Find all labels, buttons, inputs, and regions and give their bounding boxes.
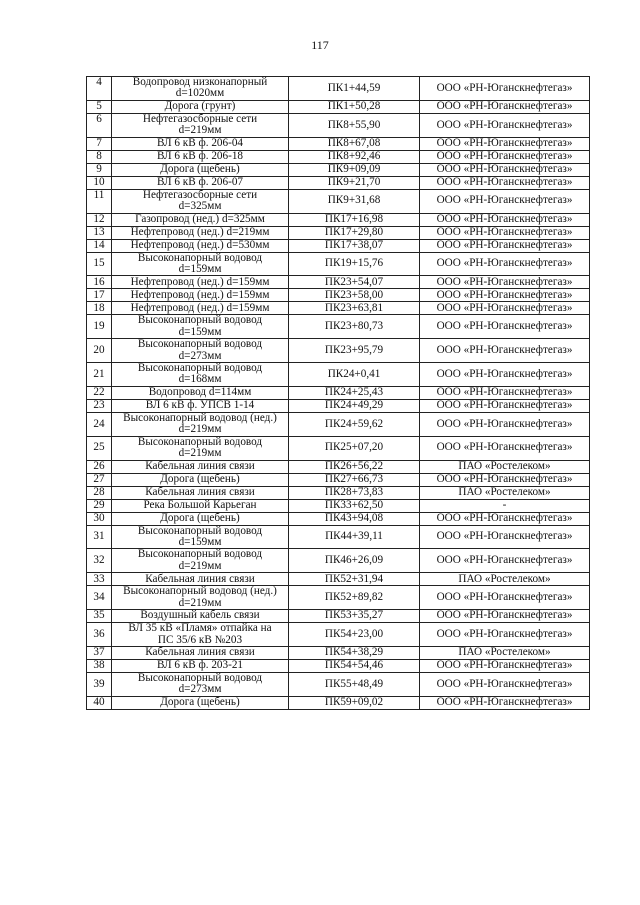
object-name-cell: ВЛ 6 кВ ф. УПСВ 1-14 [112, 399, 289, 412]
picket-cell: ПК23+80,73 [289, 315, 420, 339]
row-number-cell: 29 [87, 499, 112, 512]
object-name-cell: ВЛ 6 кВ ф. 203-21 [112, 659, 289, 672]
owner-cell: ООО «РН-Юганскнефтегаз» [420, 137, 590, 150]
row-number-cell: 17 [87, 289, 112, 302]
row-number-cell: 18 [87, 302, 112, 315]
row-number-cell: 28 [87, 486, 112, 499]
owner-cell: ПАО «Ростелеком» [420, 646, 590, 659]
table-row [87, 696, 590, 709]
table-row [87, 363, 590, 387]
owner-cell: ООО «РН-Юганскнефтегаз» [420, 586, 590, 610]
row-number-cell: 38 [87, 659, 112, 672]
owner-cell: ПАО «Ростелеком» [420, 486, 590, 499]
object-name-cell: Нефтепровод (нед.) d=159мм [112, 276, 289, 289]
row-number-cell: 16 [87, 276, 112, 289]
row-number-cell: 26 [87, 460, 112, 473]
object-name-cell: ВЛ 6 кВ ф. 206-07 [112, 176, 289, 189]
table-row [87, 276, 590, 289]
picket-cell: ПК23+58,00 [289, 289, 420, 302]
object-name-cell: Нефтепровод (нед.) d=530мм [112, 239, 289, 252]
picket-cell: ПК19+15,76 [289, 252, 420, 276]
row-number-cell: 37 [87, 646, 112, 659]
row-number-cell: 6 [87, 113, 112, 137]
row-number-cell: 27 [87, 473, 112, 486]
object-name-cell: Высоконапорный водовод d=219мм [112, 549, 289, 573]
picket-cell: ПК17+16,98 [289, 213, 420, 226]
table-row [87, 549, 590, 573]
owner-cell: ООО «РН-Юганскнефтегаз» [420, 113, 590, 137]
table-row [87, 339, 590, 363]
owner-cell: ООО «РН-Юганскнефтегаз» [420, 189, 590, 213]
object-name-cell: Высоконапорный водовод (нед.) d=219мм [112, 412, 289, 436]
picket-cell: ПК8+67,08 [289, 137, 420, 150]
table-row [87, 659, 590, 672]
owner-cell: ООО «РН-Юганскнефтегаз» [420, 100, 590, 113]
row-number-cell: 32 [87, 549, 112, 573]
owner-cell: ООО «РН-Юганскнефтегаз» [420, 289, 590, 302]
table-row [87, 150, 590, 163]
row-number-cell: 8 [87, 150, 112, 163]
picket-cell: ПК9+09,09 [289, 163, 420, 176]
row-number-cell: 9 [87, 163, 112, 176]
row-number-cell: 36 [87, 623, 112, 647]
object-name-cell: Дорога (щебень) [112, 163, 289, 176]
row-number-cell: 14 [87, 239, 112, 252]
row-number-cell: 12 [87, 213, 112, 226]
table-row [87, 189, 590, 213]
object-name-cell: ВЛ 35 кВ «Пламя» отпайка на ПС 35/6 кВ №203 [112, 623, 289, 647]
object-name-cell: Нефтепровод (нед.) d=159мм [112, 302, 289, 315]
table-row [87, 302, 590, 315]
owner-cell: ООО «РН-Юганскнефтегаз» [420, 213, 590, 226]
object-name-cell: Высоконапорный водовод d=273мм [112, 672, 289, 696]
table-row [87, 386, 590, 399]
table-row [87, 163, 590, 176]
owner-cell: ООО «РН-Юганскнефтегаз» [420, 623, 590, 647]
owner-cell: ООО «РН-Юганскнефтегаз» [420, 672, 590, 696]
object-name-cell: Нефтепровод (нед.) d=159мм [112, 289, 289, 302]
table-row [87, 499, 590, 512]
object-name-cell: Кабельная линия связи [112, 460, 289, 473]
owner-cell: ООО «РН-Юганскнефтегаз» [420, 386, 590, 399]
table-row [87, 623, 590, 647]
object-name-cell: Дорога (щебень) [112, 696, 289, 709]
owner-cell: ООО «РН-Юганскнефтегаз» [420, 315, 590, 339]
row-number-cell: 15 [87, 252, 112, 276]
table-row [87, 176, 590, 189]
row-number-cell: 20 [87, 339, 112, 363]
picket-cell: ПК9+31,68 [289, 189, 420, 213]
object-name-cell: Высоконапорный водовод d=168мм [112, 363, 289, 387]
object-name-cell: Водопровод d=114мм [112, 386, 289, 399]
owner-cell: ООО «РН-Юганскнефтегаз» [420, 77, 590, 101]
object-name-cell: Нефтепровод (нед.) d=219мм [112, 226, 289, 239]
object-name-cell: Высоконапорный водовод d=273мм [112, 339, 289, 363]
owner-cell: ООО «РН-Юганскнефтегаз» [420, 473, 590, 486]
object-name-cell: Высоконапорный водовод d=159мм [112, 525, 289, 549]
owner-cell: ООО «РН-Юганскнефтегаз» [420, 549, 590, 573]
row-number-cell: 11 [87, 189, 112, 213]
page-number: 117 [311, 38, 329, 52]
owner-cell: ООО «РН-Юганскнефтегаз» [420, 252, 590, 276]
object-name-cell: Высоконапорный водовод d=159мм [112, 252, 289, 276]
object-name-cell: Газопровод (нед.) d=325мм [112, 213, 289, 226]
object-name-cell: Высоконапорный водовод (нед.) d=219мм [112, 586, 289, 610]
table-row [87, 77, 590, 101]
picket-cell: ПК25+07,20 [289, 436, 420, 460]
picket-cell: ПК8+55,90 [289, 113, 420, 137]
table-row [87, 412, 590, 436]
object-name-cell: Кабельная линия связи [112, 646, 289, 659]
table-row [87, 460, 590, 473]
owner-cell: ООО «РН-Юганскнефтегаз» [420, 276, 590, 289]
picket-cell: ПК28+73,83 [289, 486, 420, 499]
row-number-cell: 31 [87, 525, 112, 549]
row-number-cell: 7 [87, 137, 112, 150]
table-row [87, 646, 590, 659]
table-row [87, 486, 590, 499]
row-number-cell: 19 [87, 315, 112, 339]
picket-cell: ПК23+63,81 [289, 302, 420, 315]
row-number-cell: 10 [87, 176, 112, 189]
owner-cell: ООО «РН-Юганскнефтегаз» [420, 436, 590, 460]
picket-cell: ПК53+35,27 [289, 610, 420, 623]
picket-cell: ПК23+95,79 [289, 339, 420, 363]
owner-cell: ООО «РН-Юганскнефтегаз» [420, 176, 590, 189]
row-number-cell: 21 [87, 363, 112, 387]
owner-cell: ПАО «Ростелеком» [420, 460, 590, 473]
picket-cell: ПК54+23,00 [289, 623, 420, 647]
owner-cell: ООО «РН-Юганскнефтегаз» [420, 150, 590, 163]
picket-cell: ПК24+59,62 [289, 412, 420, 436]
picket-cell: ПК24+49,29 [289, 399, 420, 412]
table-row [87, 239, 590, 252]
picket-cell: ПК27+66,73 [289, 473, 420, 486]
owner-cell: ПАО «Ростелеком» [420, 573, 590, 586]
table-row [87, 586, 590, 610]
picket-cell: ПК55+48,49 [289, 672, 420, 696]
owner-cell: ООО «РН-Юганскнефтегаз» [420, 525, 590, 549]
table-row [87, 315, 590, 339]
picket-cell: ПК24+25,43 [289, 386, 420, 399]
picket-cell: ПК59+09,02 [289, 696, 420, 709]
table-row [87, 113, 590, 137]
table-row [87, 672, 590, 696]
picket-cell: ПК52+89,82 [289, 586, 420, 610]
row-number-cell: 39 [87, 672, 112, 696]
owner-cell: ООО «РН-Юганскнефтегаз» [420, 239, 590, 252]
row-number-cell: 25 [87, 436, 112, 460]
owner-cell: ООО «РН-Юганскнефтегаз» [420, 163, 590, 176]
table-row [87, 436, 590, 460]
owner-cell: ООО «РН-Юганскнефтегаз» [420, 302, 590, 315]
table-row [87, 473, 590, 486]
picket-cell: ПК54+38,29 [289, 646, 420, 659]
row-number-cell: 5 [87, 100, 112, 113]
table-row [87, 100, 590, 113]
row-number-cell: 13 [87, 226, 112, 239]
picket-cell: ПК43+94,08 [289, 512, 420, 525]
row-number-cell: 35 [87, 610, 112, 623]
owner-cell: ООО «РН-Юганскнефтегаз» [420, 659, 590, 672]
owner-cell: ООО «РН-Юганскнефтегаз» [420, 339, 590, 363]
table-row [87, 525, 590, 549]
row-number-cell: 23 [87, 399, 112, 412]
picket-cell: ПК23+54,07 [289, 276, 420, 289]
picket-cell: ПК26+56,22 [289, 460, 420, 473]
row-number-cell: 40 [87, 696, 112, 709]
object-name-cell: Кабельная линия связи [112, 486, 289, 499]
picket-cell: ПК54+54,46 [289, 659, 420, 672]
owner-cell: - [420, 499, 590, 512]
picket-cell: ПК52+31,94 [289, 573, 420, 586]
picket-cell: ПК1+50,28 [289, 100, 420, 113]
owner-cell: ООО «РН-Юганскнефтегаз» [420, 696, 590, 709]
object-name-cell: Высоконапорный водовод d=219мм [112, 436, 289, 460]
row-number-cell: 24 [87, 412, 112, 436]
object-name-cell: Воздушный кабель связи [112, 610, 289, 623]
picket-cell: ПК24+0,41 [289, 363, 420, 387]
table-row [87, 512, 590, 525]
row-number-cell: 4 [87, 77, 112, 101]
picket-cell: ПК1+44,59 [289, 77, 420, 101]
object-name-cell: Нефтегазосборные сети d=325мм [112, 189, 289, 213]
table-row [87, 573, 590, 586]
object-name-cell: Нефтегазосборные сети d=219мм [112, 113, 289, 137]
owner-cell: ООО «РН-Юганскнефтегаз» [420, 412, 590, 436]
picket-cell: ПК17+29,80 [289, 226, 420, 239]
picket-cell: ПК9+21,70 [289, 176, 420, 189]
table-row [87, 289, 590, 302]
owner-cell: ООО «РН-Юганскнефтегаз» [420, 610, 590, 623]
table-row [87, 610, 590, 623]
row-number-cell: 30 [87, 512, 112, 525]
picket-cell: ПК33+62,50 [289, 499, 420, 512]
table-row [87, 137, 590, 150]
owner-cell: ООО «РН-Юганскнефтегаз» [420, 226, 590, 239]
table-row [87, 252, 590, 276]
picket-cell: ПК8+92,46 [289, 150, 420, 163]
object-name-cell: ВЛ 6 кВ ф. 206-18 [112, 150, 289, 163]
object-name-cell: Дорога (щебень) [112, 473, 289, 486]
object-name-cell: Кабельная линия связи [112, 573, 289, 586]
owner-cell: ООО «РН-Юганскнефтегаз» [420, 363, 590, 387]
object-name-cell: Дорога (грунт) [112, 100, 289, 113]
table-row [87, 399, 590, 412]
row-number-cell: 33 [87, 573, 112, 586]
row-number-cell: 34 [87, 586, 112, 610]
owner-cell: ООО «РН-Юганскнефтегаз» [420, 399, 590, 412]
table-row [87, 213, 590, 226]
object-name-cell: Высоконапорный водовод d=159мм [112, 315, 289, 339]
object-name-cell: ВЛ 6 кВ ф. 206-04 [112, 137, 289, 150]
object-name-cell: Река Большой Карьеган [112, 499, 289, 512]
picket-cell: ПК44+39,11 [289, 525, 420, 549]
owner-cell: ООО «РН-Юганскнефтегаз» [420, 512, 590, 525]
object-name-cell: Дорога (щебень) [112, 512, 289, 525]
object-name-cell: Водопровод низконапорный d=1020мм [112, 77, 289, 101]
row-number-cell: 22 [87, 386, 112, 399]
table-body [87, 77, 590, 710]
picket-cell: ПК17+38,07 [289, 239, 420, 252]
picket-cell: ПК46+26,09 [289, 549, 420, 573]
table-row [87, 226, 590, 239]
crossings-table [86, 76, 590, 710]
